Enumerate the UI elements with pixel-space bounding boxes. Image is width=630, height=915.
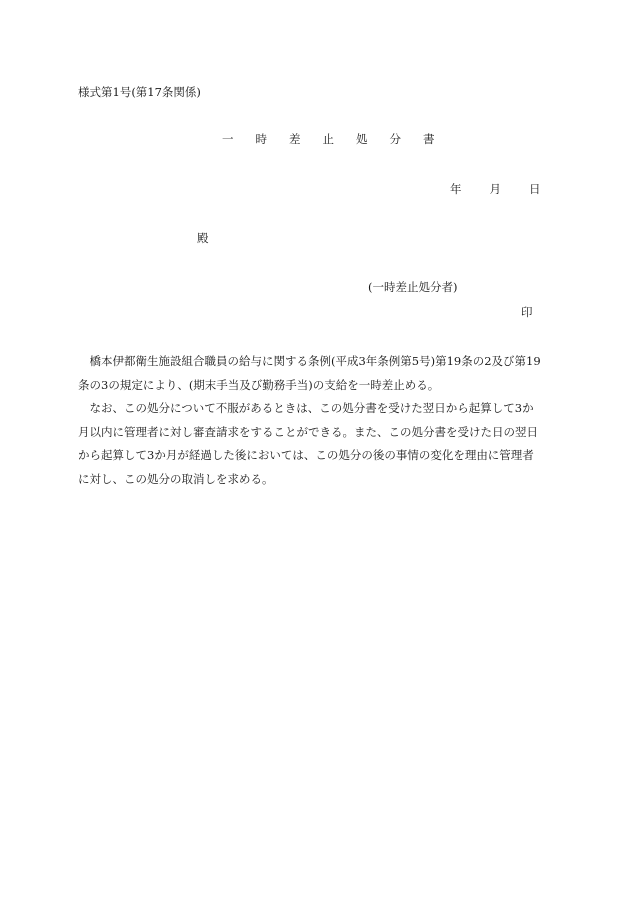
title-char: 一 xyxy=(222,132,234,146)
document-title xyxy=(222,131,435,147)
form-number-label: 様式第1号(第17条関係) xyxy=(78,85,201,99)
body-paragraph: なお、この処分について不服があるときは、この処分書を受けた翌日から起算して3か月以内に管理者に対し審査請求をすることができる。また、この処分書を受けた日の翌日から起算して3か月が経過した後においては、この処分の後の事情の変化を理由に管理者に対し、この処分の取消しを求める。 xyxy=(78,401,538,486)
date-line xyxy=(450,181,541,197)
date-month-label: 月 xyxy=(489,182,501,196)
title-char: 時 xyxy=(255,132,267,146)
title-char: 差 xyxy=(289,132,301,146)
document-body xyxy=(78,350,542,491)
title-char: 処 xyxy=(356,132,368,146)
addressee-honorific: 殿 xyxy=(197,231,209,245)
body-paragraph: 橋本伊都衛生施設組合職員の給与に関する条例(平成3年条例第5号)第19条の2及び第19条の3の規定により、(期末手当及び勤務手当)の支給を一時差止める。 xyxy=(78,354,541,392)
date-year-label: 年 xyxy=(450,182,462,196)
seal-mark: 印 xyxy=(521,305,533,319)
title-char: 書 xyxy=(423,132,435,146)
issuer-label: (一時差止処分者) xyxy=(368,280,458,294)
date-day-label: 日 xyxy=(529,182,541,196)
title-char: 分 xyxy=(389,132,401,146)
title-char: 止 xyxy=(322,132,334,146)
